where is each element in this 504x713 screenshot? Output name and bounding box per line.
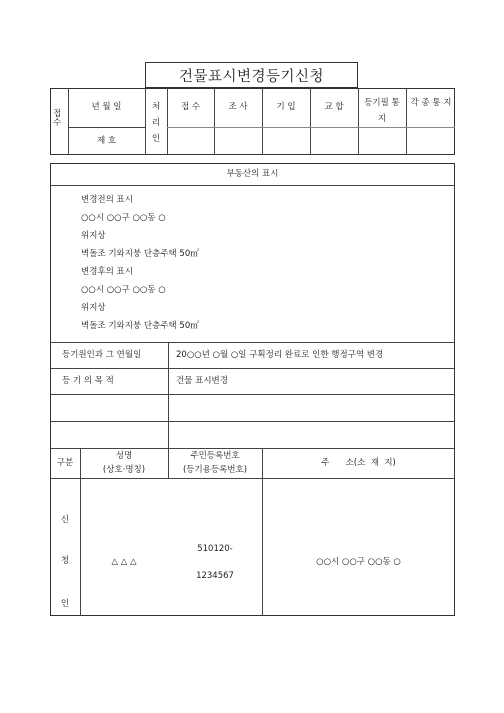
property-header: 부동산의 표시	[226, 169, 279, 179]
document-title: 건물표시변경등기신청	[145, 62, 358, 88]
purpose-label: 등 기 의 목 적	[62, 376, 114, 386]
property-line-5: 변경후의 표시	[81, 267, 133, 277]
receipt-col-2: 조 사	[228, 102, 248, 112]
receipt-col-4: 교 합	[324, 102, 344, 112]
applicant-side-label-2: 청	[60, 556, 70, 566]
purpose-value: 건물 표시변경	[176, 376, 228, 386]
applicant-col-name-1: 성명	[115, 451, 133, 461]
property-line-2: ○○시 ○○구 ○○동 ○	[81, 213, 166, 223]
receipt-date-label: 년 월 일	[91, 102, 122, 112]
applicant-col-id-1: 주민등록번호	[190, 451, 240, 461]
property-line-7: 위지상	[81, 303, 106, 313]
receipt-col-3: 기 입	[276, 102, 296, 112]
property-line-3: 위지상	[81, 231, 106, 241]
property-line-8: 벽돌조 기와지붕 단층주택 50㎡	[81, 321, 199, 331]
property-line-6: ○○시 ○○구 ○○동 ○	[81, 285, 166, 295]
applicant-id-1: 510120-	[197, 544, 233, 554]
applicant-address: ○○시 ○○구 ○○동 ○	[316, 557, 401, 567]
applicant-side-label-1: 신	[60, 515, 70, 525]
property-line-1: 변경전의 표시	[81, 195, 133, 205]
property-line-4: 벽돌조 기와지붕 단층주택 50㎡	[81, 249, 199, 259]
applicant-col-address: 주 소(소 재 지)	[321, 458, 396, 468]
cause-value: 20○○년 ○월 ○일 구획정리 완료로 인한 행정구역 변경	[176, 350, 384, 360]
receipt-number-label: 제 호	[96, 136, 117, 146]
receipt-jeopsu-label: 접 수	[53, 109, 62, 128]
cause-label: 등기원인과 그 연월일	[62, 350, 142, 360]
applicant-col-gubun: 구분	[56, 458, 74, 468]
receipt-col-1: 접 수	[180, 102, 201, 112]
applicant-id-2: 1234567	[196, 571, 234, 581]
receipt-col-6: 각 종 통 지	[410, 98, 452, 108]
applicant-col-id-2: (등기용등록번호)	[182, 465, 248, 475]
applicant-name: △ △ △	[111, 557, 137, 567]
receipt-col-5: 등기필 통 지	[364, 98, 400, 124]
receipt-processor-label: 처 리 인	[151, 102, 161, 144]
applicant-col-name-2: (상호·명칭)	[102, 465, 146, 475]
applicant-side-label-3: 인	[60, 599, 70, 609]
